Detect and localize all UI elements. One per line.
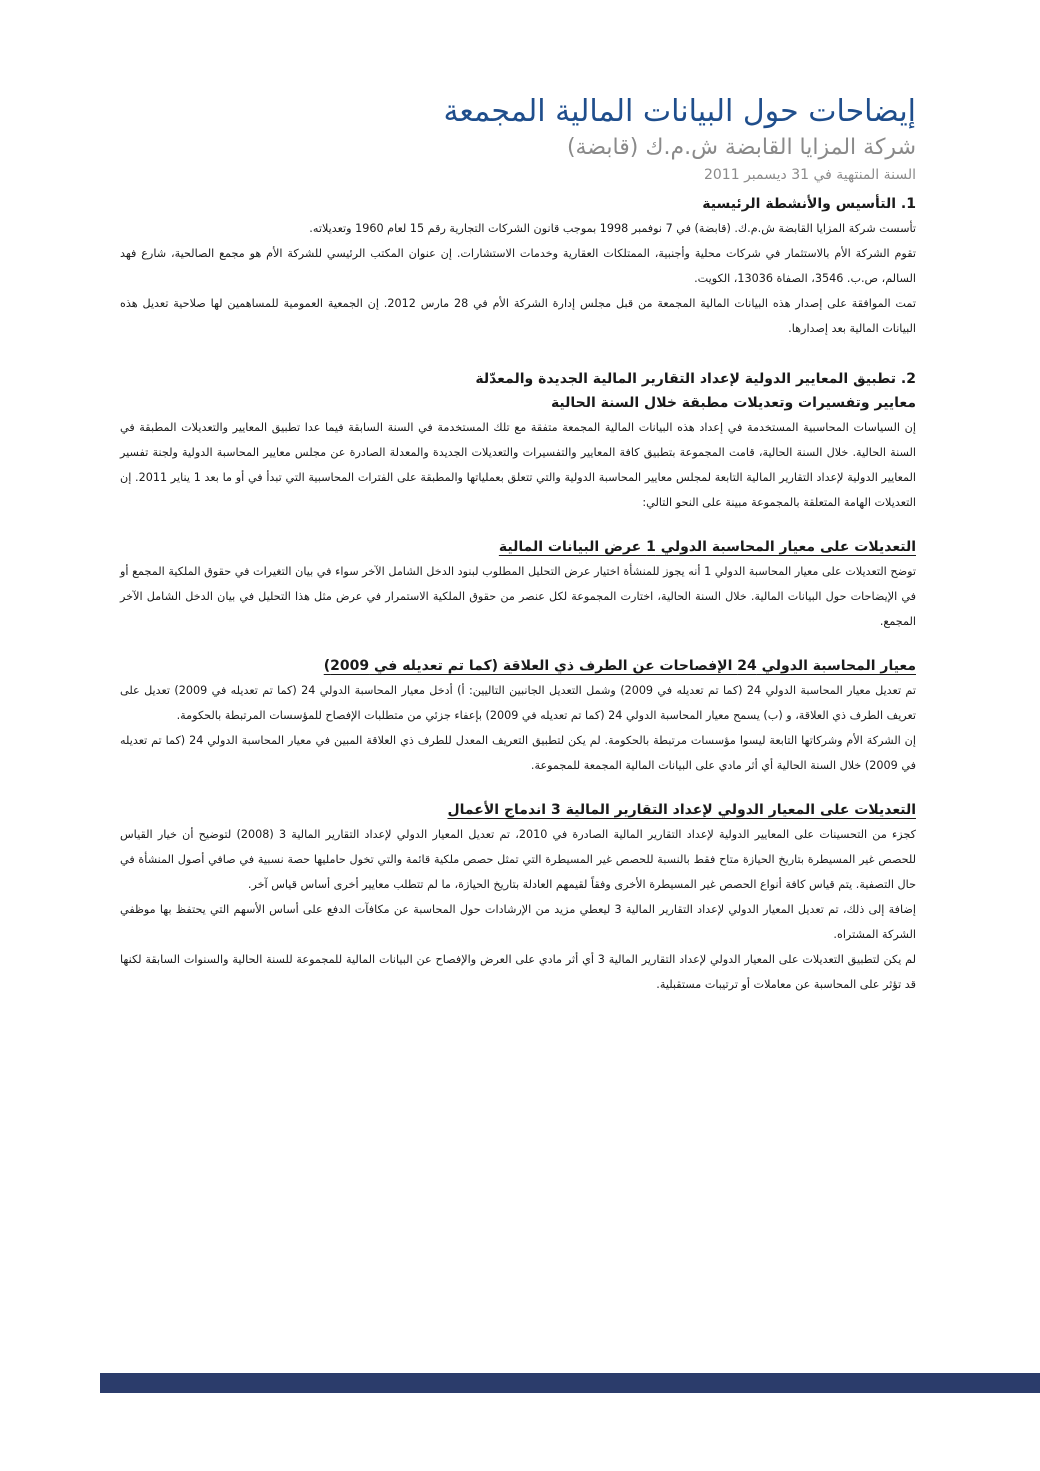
paragraph: لم يكن لتطبيق التعديلات على المعيار الدولي لإعداد التقارير المالية 3 أي أثر مادي على العرض والإفصاح عن البيانات المالية للمجموعة للسنة الحالية والسنوات السابقة لكنها قد تؤثر على المحاسبة عن معاملات أو ترتيبات مستقبلية.: [120, 953, 916, 991]
section-heading: 1. التأسيس والأنشطة الرئيسية: [702, 196, 916, 212]
section-subheading: معايير وتفسيرات وتعديلات مطبقة خلال السنة الحالية: [550, 395, 916, 411]
section-heading: معيار المحاسبة الدولي 24 الإفصاحات عن الطرف ذي العلاقة (كما تم تعديله في 2009): [323, 658, 916, 674]
section-ifrs3-business-combinations: [120, 798, 916, 997]
section-heading: 2. تطبيق المعايير الدولية لإعداد التقارير المالية الجديدة والمعدّلة: [475, 371, 916, 387]
paragraph: تأسست شركة المزايا القابضة ش.م.ك. (قابضة) في 7 نوفمبر 1998 بموجب قانون الشركات التجارية رقم 15 لعام 1960 وتعديلاته.: [309, 222, 916, 235]
footer-bar: [100, 1373, 1040, 1393]
document-title: إيضاحات حول البيانات المالية المجمعة: [443, 94, 916, 129]
paragraph: إن السياسات المحاسبية المستخدمة في إعداد هذه البيانات المالية المجمعة متفقة مع تلك المستخدمة في السنة السابقة فيما عدا تطبيق المعايير والتعديلات المطبقة في السنة الحالية. خلال السنة الحالية، قامت المجموعة بتطبيق كافة المعايير والتفسيرات والتعديلات الجديدة والمعدلة الصادرة عن مجلس معايير المحاسبة الدولية ولجنة تفسير المعايير الدولية لإعداد التقارير المالية التابعة لمجلس معايير المحاسبة الدولية والتي تتعلق بعملياتها والمطبقة على الفترات المحاسبية التي تبدأ في أو ما بعد 1 يناير 2011. إن التعديلات الهامة المتعلقة بالمجموعة مبينة على النحو التالي:: [120, 421, 916, 509]
paragraph: تم تعديل معيار المحاسبة الدولي 24 (كما تم تعديله في 2009) وشمل التعديل الجانبين التاليين: أ) أدخل معيار المحاسبة الدولي 24 (كما تم تعديله في 2009) تعديل على تعريف الطرف ذي العلاقة، و (ب) يسمح معيار المحاسبة الدولي 24 (كما تم تعديله في 2009) بإعفاء جزئي من متطلبات الإفصاح للمؤسسات المرتبطة بالحكومة.: [120, 684, 916, 722]
document-page: [120, 92, 916, 997]
company-name: شركة المزايا القابضة ش.م.ك (قابضة): [566, 135, 916, 160]
section-ias1-amendments: [120, 535, 916, 634]
section-ias24-related-party: [120, 654, 916, 778]
section-heading: التعديلات على معيار المحاسبة الدولي 1 عرض البيانات المالية: [498, 539, 916, 555]
paragraph: تمت الموافقة على إصدار هذه البيانات المالية المجمعة من قبل مجلس إدارة الشركة الأم في 28 مارس 2012. إن الجمعية العمومية للمساهمين لها صلاحية تعديل هذه البيانات المالية بعد إصدارها.: [120, 297, 917, 335]
paragraph: إن الشركة الأم وشركاتها التابعة ليسوا مؤسسات مرتبطة بالحكومة. لم يكن لتطبيق التعريف المعدل للطرف ذي العلاقة المبين في معيار المحاسبة الدولي 24 (كما تم تعديله في 2009) خلال السنة الحالية أي أثر مادي على البيانات المالية المجمعة للمجموعة.: [120, 734, 916, 772]
section-incorporation: [120, 192, 916, 341]
section-ifrs-adoption: [120, 367, 916, 515]
reporting-period: السنة المنتهية في 31 ديسمبر 2011: [703, 167, 916, 183]
paragraph: كجزء من التحسينات على المعايير الدولية لإعداد التقارير المالية الصادرة في 2010، تم تعديل المعيار الدولي لإعداد التقارير المالية 3 (2008) لتوضيح أن خيار القياس للحصص غير المسيطرة بتاريخ الحيازة متاح فقط بالنسبة للحصص غير المسيطرة التي تمثل حصص ملكية قائمة والتي تخول حامليها حصة نسبية في صافي أصول المنشأة في حال التصفية. يتم قياس كافة أنواع الحصص غير المسيطرة الأخرى وفقاً لقيمهم العادلة بتاريخ الحيازة، ما لم تتطلب معايير أخرى أساس قياس آخر.: [120, 828, 917, 891]
paragraph: تقوم الشركة الأم بالاستثمار في شركات محلية وأجنبية، الممتلكات العقارية وخدمات الاستشارات. إن عنوان المكتب الرئيسي للشركة الأم هو مجمع الصالحية، شارع فهد السالم، ص.ب. 3546، الصفاة 13036، الكويت.: [120, 247, 916, 285]
section-heading: التعديلات على المعيار الدولي لإعداد التقارير المالية 3 اندماج الأعمال: [447, 802, 916, 818]
paragraph: توضح التعديلات على معيار المحاسبة الدولي 1 أنه يجوز للمنشأة اختيار عرض التحليل المطلوب لبنود الدخل الشامل الآخر سواء في بيان التغيرات في حقوق الملكية المجمع أو في الإيضاحات حول البيانات المالية. خلال السنة الحالية، اختارت المجموعة لكل عنصر من حقوق الملكية الاستمرار في عرض مثل هذا التحليل في بيان الدخل الشامل الآخر المجمع.: [120, 565, 916, 628]
paragraph: إضافة إلى ذلك، تم تعديل المعيار الدولي لإعداد التقارير المالية 3 ليعطي مزيد من الإرشادات حول المحاسبة عن مكافآت الدفع على أساس الأسهم التي يحتفظ بها موظفي الشركة المشتراه.: [120, 903, 916, 941]
